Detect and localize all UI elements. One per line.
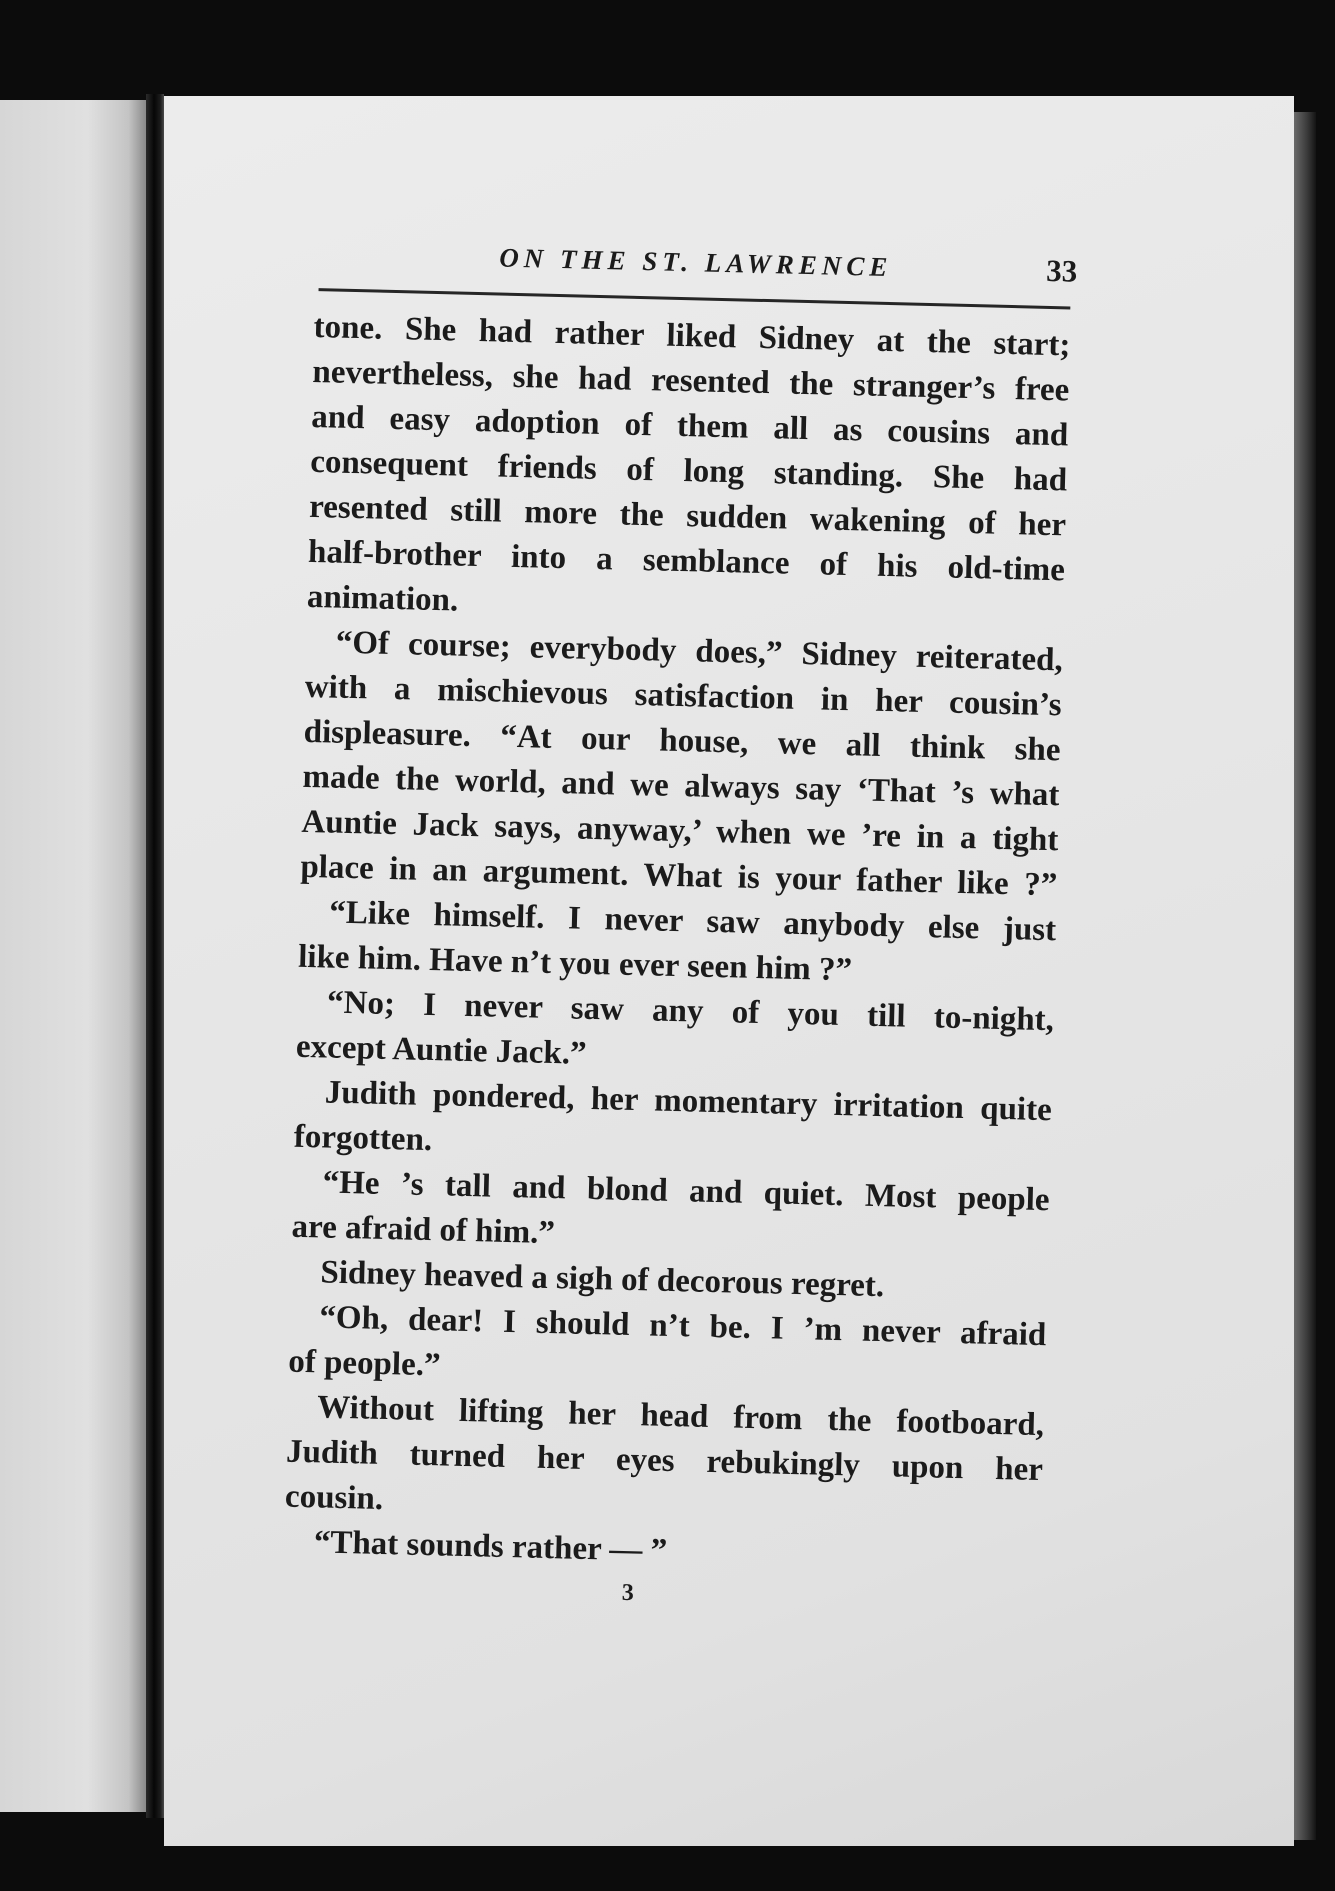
text-line: animation. bbox=[306, 578, 459, 619]
text-line: “He ’s tall and blond and quiet. Most people bbox=[322, 1164, 1050, 1219]
text-line: like him. Have n’t you ever seen him ?” bbox=[297, 938, 853, 989]
header-rule bbox=[319, 288, 1071, 309]
text-line: with a mischievous satisfaction in her cousin’s bbox=[304, 668, 1063, 724]
text-line: “Oh, dear! I should n’t be. I ’m never afraid bbox=[318, 1299, 1047, 1354]
text-line: “That sounds rather — ” bbox=[313, 1524, 668, 1569]
text-line: place in an argument. What is your father like ?” bbox=[299, 848, 1058, 904]
text-line: except Auntie Jack.” bbox=[295, 1028, 587, 1072]
running-head: ON THE ST. LAWRENCE bbox=[499, 242, 893, 283]
text-line: displeasure. “At our house, we all think she bbox=[303, 713, 1061, 769]
text-line: “No; I never saw any of you till to-night, bbox=[326, 984, 1055, 1039]
text-line: half-brother into a semblance of his old-time bbox=[307, 533, 1066, 589]
text-line: cousin. bbox=[284, 1478, 384, 1518]
text-line: forgotten. bbox=[293, 1118, 433, 1159]
paragraph bbox=[300, 620, 1063, 908]
text-line: nevertheless, she had resented the stranger’s free bbox=[312, 353, 1070, 409]
body-text bbox=[283, 305, 1071, 1583]
text-line: Judith pondered, her momentary irritation quite bbox=[324, 1074, 1053, 1129]
text-line: Sidney heaved a sigh of decorous regret. bbox=[320, 1254, 885, 1305]
text-line: and easy adoption of them all as cousins and bbox=[310, 398, 1069, 454]
paragraph bbox=[284, 1385, 1044, 1538]
facing-page-edge bbox=[0, 100, 146, 1812]
text-line: “Like himself. I never saw anybody else just bbox=[328, 894, 1057, 949]
page-number: 33 bbox=[1045, 252, 1078, 289]
page-content bbox=[282, 230, 1080, 1628]
text-line: of people.” bbox=[287, 1343, 441, 1384]
text-line: Auntie Jack says, anyway,’ when we ’re in a tight bbox=[301, 803, 1059, 859]
text-line: Without lifting her head from the footboard, bbox=[316, 1389, 1045, 1444]
text-line: consequent friends of long standing. She had bbox=[309, 443, 1068, 499]
text-line: made the world, and we always say ‘That ’s what bbox=[302, 758, 1060, 814]
text-line: “Of course; everybody does,” Sidney reiterated, bbox=[335, 624, 1064, 679]
page-edge-shadow bbox=[1294, 112, 1316, 1840]
text-line: are afraid of him.” bbox=[291, 1208, 556, 1252]
text-line: resented still more the sudden wakening of her bbox=[308, 488, 1067, 544]
book-spine bbox=[146, 94, 164, 1818]
text-line: Judith turned her eyes rebukingly upon her bbox=[285, 1433, 1044, 1489]
signature-mark: 3 bbox=[621, 1579, 635, 1607]
paragraph bbox=[306, 305, 1070, 638]
text-line: tone. She had rather liked Sidney at the start; bbox=[313, 308, 1071, 364]
